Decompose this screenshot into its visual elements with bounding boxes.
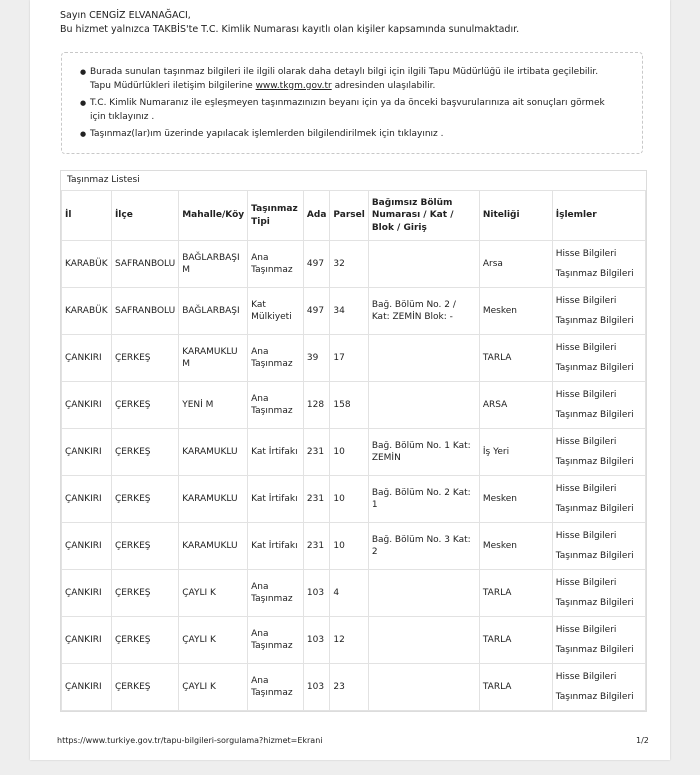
cell-mahalle: BAĞLARBAŞI M: [179, 241, 248, 288]
cell-ilce: ÇERKEŞ: [111, 570, 178, 617]
cell-bolum: Bağ. Bölüm No. 2 / Kat: ZEMİN Blok: -: [368, 288, 479, 335]
cell-islemler: [552, 570, 645, 617]
cell-tip: Ana Taşınmaz: [248, 241, 304, 288]
table-row: [62, 523, 646, 570]
cell-bolum: [368, 335, 479, 382]
cell-islemler: [552, 664, 645, 711]
cell-ada: 231: [303, 476, 329, 523]
hisse-bilgileri-link[interactable]: Hisse Bilgileri: [555, 625, 617, 635]
table-row: [62, 570, 646, 617]
cell-parsel: 17: [330, 335, 368, 382]
hisse-bilgileri-link[interactable]: Hisse Bilgileri: [555, 672, 617, 682]
hisse-bilgileri-link[interactable]: Hisse Bilgileri: [555, 390, 617, 400]
cell-bolum: [368, 617, 479, 664]
hisse-bilgileri-link[interactable]: Hisse Bilgileri: [555, 531, 617, 541]
cell-tip: Kat İrtifakı: [248, 476, 304, 523]
info-text: Burada sunulan taşınmaz bilgileri ile ilgili olarak daha detaylı bilgi için ilgili Tapu Müdürlüğü ile irtibata geçilebilir. Tapu Müdürlükleri iletişim bilgilerine: [90, 67, 599, 91]
cell-mahalle: ÇAYLI K: [179, 617, 248, 664]
info-notice: [61, 52, 643, 154]
hisse-bilgileri-link[interactable]: Hisse Bilgileri: [555, 249, 617, 259]
cell-tip: Ana Taşınmaz: [248, 664, 304, 711]
cell-ada: 497: [303, 241, 329, 288]
cell-tip: Ana Taşınmaz: [248, 617, 304, 664]
cell-tip: Kat İrtifakı: [248, 523, 304, 570]
cell-parsel: 4: [330, 570, 368, 617]
table-header-row: [62, 191, 646, 241]
cell-ilce: ÇERKEŞ: [111, 617, 178, 664]
cell-ada: 231: [303, 429, 329, 476]
tasinmaz-bilgileri-link[interactable]: Taşınmaz Bilgileri: [555, 598, 634, 608]
cell-mahalle: KARAMUKLU: [179, 429, 248, 476]
cell-bolum: [368, 664, 479, 711]
tasinmaz-bilgileri-link[interactable]: Taşınmaz Bilgileri: [555, 645, 634, 655]
cell-il: KARABÜK: [62, 241, 112, 288]
property-table: [61, 190, 646, 711]
cell-il: ÇANKIRI: [62, 429, 112, 476]
cell-ada: 231: [303, 523, 329, 570]
header-parsel: Parsel: [330, 191, 368, 241]
table-row: [62, 288, 646, 335]
cell-nitelik: Mesken: [479, 523, 552, 570]
cell-ilce: ÇERKEŞ: [111, 429, 178, 476]
hisse-bilgileri-link[interactable]: Hisse Bilgileri: [555, 437, 617, 447]
cell-parsel: 32: [330, 241, 368, 288]
cell-nitelik: TARLA: [479, 570, 552, 617]
cell-bolum: [368, 382, 479, 429]
cell-bolum: Bağ. Bölüm No. 1 Kat: ZEMİN: [368, 429, 479, 476]
tasinmaz-bilgileri-link[interactable]: Taşınmaz Bilgileri: [555, 269, 634, 279]
hisse-bilgileri-link[interactable]: Hisse Bilgileri: [555, 343, 617, 353]
cell-ada: 128: [303, 382, 329, 429]
cell-mahalle: KARAMUKLU: [179, 523, 248, 570]
hisse-bilgileri-link[interactable]: Hisse Bilgileri: [555, 484, 617, 494]
cell-islemler: [552, 523, 645, 570]
page-number: 1/2: [636, 736, 649, 745]
cell-ilce: ÇERKEŞ: [111, 382, 178, 429]
cell-parsel: 34: [330, 288, 368, 335]
hisse-bilgileri-link[interactable]: Hisse Bilgileri: [555, 296, 617, 306]
cell-parsel: 23: [330, 664, 368, 711]
cell-islemler: [552, 429, 645, 476]
cell-bolum: [368, 241, 479, 288]
cell-ilce: ÇERKEŞ: [111, 476, 178, 523]
cell-mahalle: ÇAYLI K: [179, 570, 248, 617]
property-list-panel: [60, 170, 647, 712]
header-il: İl: [62, 191, 112, 241]
cell-nitelik: TARLA: [479, 335, 552, 382]
cell-tip: Kat Mülkiyeti: [248, 288, 304, 335]
cell-ilce: ÇERKEŞ: [111, 664, 178, 711]
cell-ilce: ÇERKEŞ: [111, 523, 178, 570]
cell-nitelik: Mesken: [479, 288, 552, 335]
print-page: [30, 0, 670, 760]
table-row: [62, 476, 646, 523]
cell-il: ÇANKIRI: [62, 664, 112, 711]
cell-il: ÇANKIRI: [62, 617, 112, 664]
cell-nitelik: ARSA: [479, 382, 552, 429]
header-bolum: Bağımsız Bölüm Numarası / Kat / Blok / Giriş: [368, 191, 479, 241]
table-row: [62, 241, 646, 288]
tasinmaz-bilgileri-link[interactable]: Taşınmaz Bilgileri: [555, 316, 634, 326]
cell-il: KARABÜK: [62, 288, 112, 335]
info-item-declaration-link[interactable]: ● T.C. Kimlik Numaranız ile eşleşmeyen taşınmazınızın beyanı için ya da önceki başvurularınıza ait sonuçları görmek için tıklayınız .: [90, 97, 610, 124]
cell-islemler: [552, 382, 645, 429]
cell-nitelik: Arsa: [479, 241, 552, 288]
footer-url: https://www.turkiye.gov.tr/tapu-bilgileri-sorgulama?hizmet=Ekrani: [57, 736, 323, 745]
cell-mahalle: ÇAYLI K: [179, 664, 248, 711]
cell-ilce: SAFRANBOLU: [111, 288, 178, 335]
cell-parsel: 12: [330, 617, 368, 664]
greeting: [60, 9, 519, 37]
tasinmaz-bilgileri-link[interactable]: Taşınmaz Bilgileri: [555, 410, 634, 420]
service-scope-text: Bu hizmet yalnızca TAKBİS'te T.C. Kimlik Numarası kayıtlı olan kişiler kapsamında sunulmaktadır.: [60, 24, 520, 35]
cell-parsel: 10: [330, 429, 368, 476]
hisse-bilgileri-link[interactable]: Hisse Bilgileri: [555, 578, 617, 588]
cell-tip: Ana Taşınmaz: [248, 335, 304, 382]
cell-ada: 103: [303, 664, 329, 711]
cell-ada: 39: [303, 335, 329, 382]
cell-parsel: 10: [330, 476, 368, 523]
cell-islemler: [552, 241, 645, 288]
tasinmaz-bilgileri-link[interactable]: Taşınmaz Bilgileri: [555, 457, 634, 467]
table-row: [62, 664, 646, 711]
tasinmaz-bilgileri-link[interactable]: Taşınmaz Bilgileri: [555, 504, 634, 514]
cell-ilce: SAFRANBOLU: [111, 241, 178, 288]
cell-mahalle: BAĞLARBAŞI: [179, 288, 248, 335]
info-list: [62, 53, 642, 142]
cell-nitelik: Mesken: [479, 476, 552, 523]
info-item-notification-link[interactable]: ● Taşınmaz(lar)ım üzerinde yapılacak işlemlerden bilgilendirilmek için tıklayınız .: [90, 128, 610, 142]
cell-islemler: [552, 288, 645, 335]
cell-parsel: 10: [330, 523, 368, 570]
header-ada: Ada: [303, 191, 329, 241]
cell-ilce: ÇERKEŞ: [111, 335, 178, 382]
cell-ada: 103: [303, 570, 329, 617]
property-list-title: Taşınmaz Listesi: [67, 175, 140, 185]
greeting-name: Sayın CENGİZ ELVANAĞACI,: [60, 10, 191, 21]
header-ilce: İlçe: [111, 191, 178, 241]
cell-il: ÇANKIRI: [62, 335, 112, 382]
cell-nitelik: İş Yeri: [479, 429, 552, 476]
cell-ada: 497: [303, 288, 329, 335]
info-item-tapu-contact: [90, 66, 610, 93]
cell-nitelik: TARLA: [479, 664, 552, 711]
cell-il: ÇANKIRI: [62, 382, 112, 429]
info-text-end: adresinden ulaşılabilir.: [331, 80, 436, 91]
table-row: [62, 617, 646, 664]
cell-il: ÇANKIRI: [62, 570, 112, 617]
cell-islemler: [552, 476, 645, 523]
cell-tip: Ana Taşınmaz: [248, 570, 304, 617]
header-tip: Taşınmaz Tipi: [248, 191, 304, 241]
table-row: [62, 382, 646, 429]
tasinmaz-bilgileri-link[interactable]: Taşınmaz Bilgileri: [555, 551, 634, 561]
header-mahalle: Mahalle/Köy: [179, 191, 248, 241]
cell-nitelik: TARLA: [479, 617, 552, 664]
cell-bolum: Bağ. Bölüm No. 3 Kat: 2: [368, 523, 479, 570]
cell-parsel: 158: [330, 382, 368, 429]
cell-islemler: [552, 617, 645, 664]
cell-mahalle: YENİ M: [179, 382, 248, 429]
header-nitelik: Niteliği: [479, 191, 552, 241]
tkgm-link[interactable]: www.tkgm.gov.tr: [255, 80, 332, 91]
cell-ada: 103: [303, 617, 329, 664]
cell-bolum: Bağ. Bölüm No. 2 Kat: 1: [368, 476, 479, 523]
tasinmaz-bilgileri-link[interactable]: Taşınmaz Bilgileri: [555, 692, 634, 702]
cell-mahalle: KARAMUKLU: [179, 476, 248, 523]
cell-tip: Kat İrtifakı: [248, 429, 304, 476]
cell-il: ÇANKIRI: [62, 523, 112, 570]
tasinmaz-bilgileri-link[interactable]: Taşınmaz Bilgileri: [555, 363, 634, 373]
table-row: [62, 335, 646, 382]
cell-il: ÇANKIRI: [62, 476, 112, 523]
cell-mahalle: KARAMUKLU M: [179, 335, 248, 382]
table-row: [62, 429, 646, 476]
property-table-body: [62, 241, 646, 711]
cell-tip: Ana Taşınmaz: [248, 382, 304, 429]
header-islemler: İşlemler: [552, 191, 645, 241]
cell-bolum: [368, 570, 479, 617]
cell-islemler: [552, 335, 645, 382]
